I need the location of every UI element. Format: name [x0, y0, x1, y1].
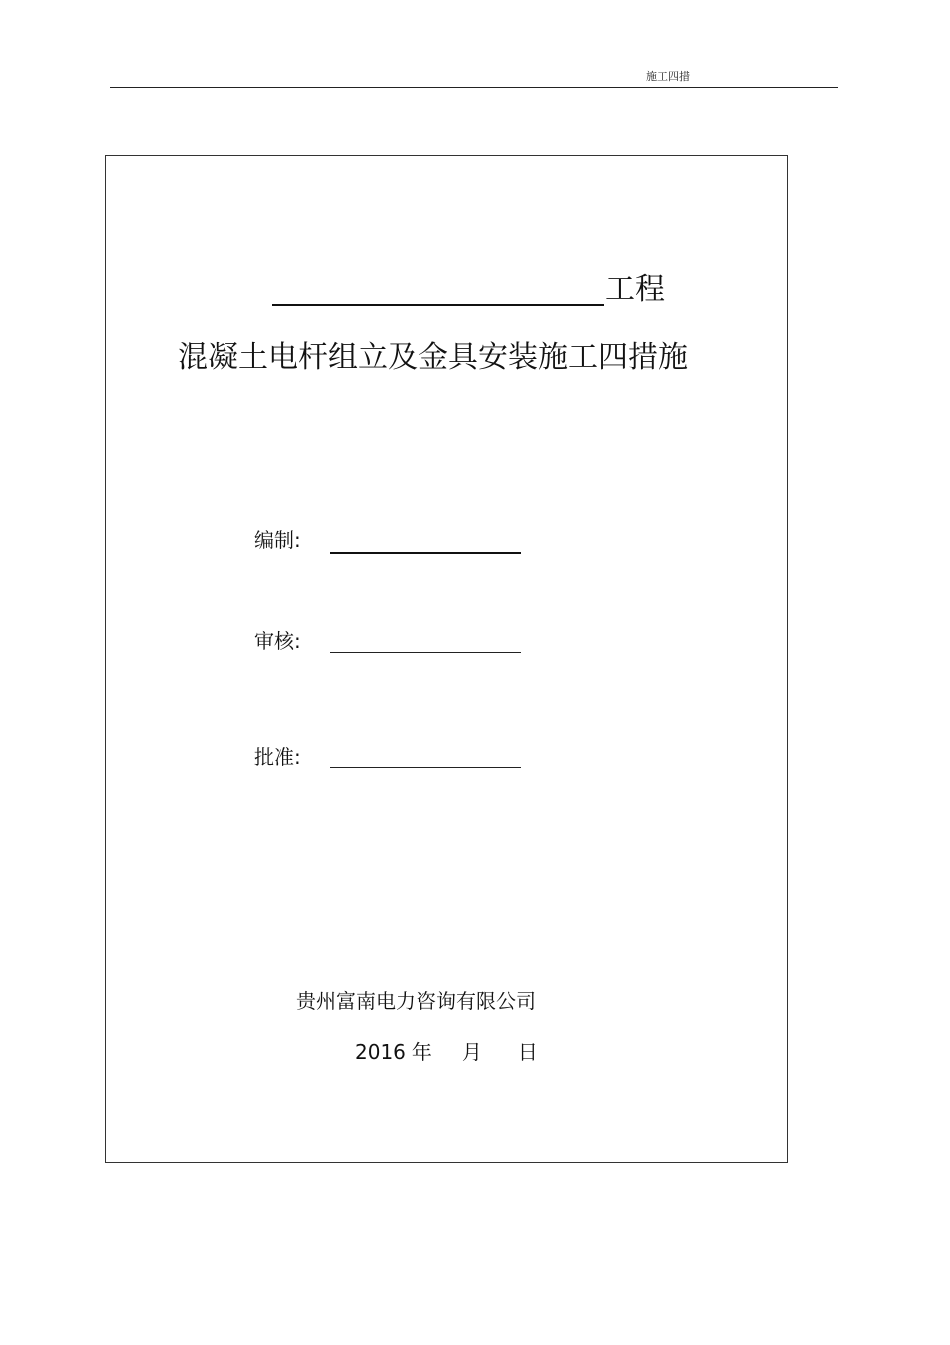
- document-title: 混凝土电杆组立及金具安装施工四措施: [178, 340, 688, 375]
- project-suffix: 工程: [605, 272, 665, 307]
- company-name: 贵州富南电力咨询有限公司: [296, 989, 536, 1013]
- date-row: [355, 1039, 538, 1065]
- project-name-blank: [272, 304, 604, 306]
- header-rule: [110, 87, 838, 88]
- signature-blank-compiled: [330, 552, 521, 554]
- date-year-unit: 年: [411, 1040, 432, 1064]
- signature-blank-approved: [330, 767, 521, 768]
- signature-label-compiled: 编制:: [254, 528, 301, 552]
- date-month-unit: 月: [461, 1040, 482, 1064]
- date-day-unit: 日: [517, 1040, 538, 1064]
- signature-label-reviewed: 审核:: [254, 629, 301, 653]
- signature-blank-reviewed: [330, 652, 521, 653]
- date-year: 2016: [355, 1040, 406, 1064]
- signature-label-approved: 批准:: [254, 745, 301, 769]
- running-header: 施工四措: [646, 70, 690, 83]
